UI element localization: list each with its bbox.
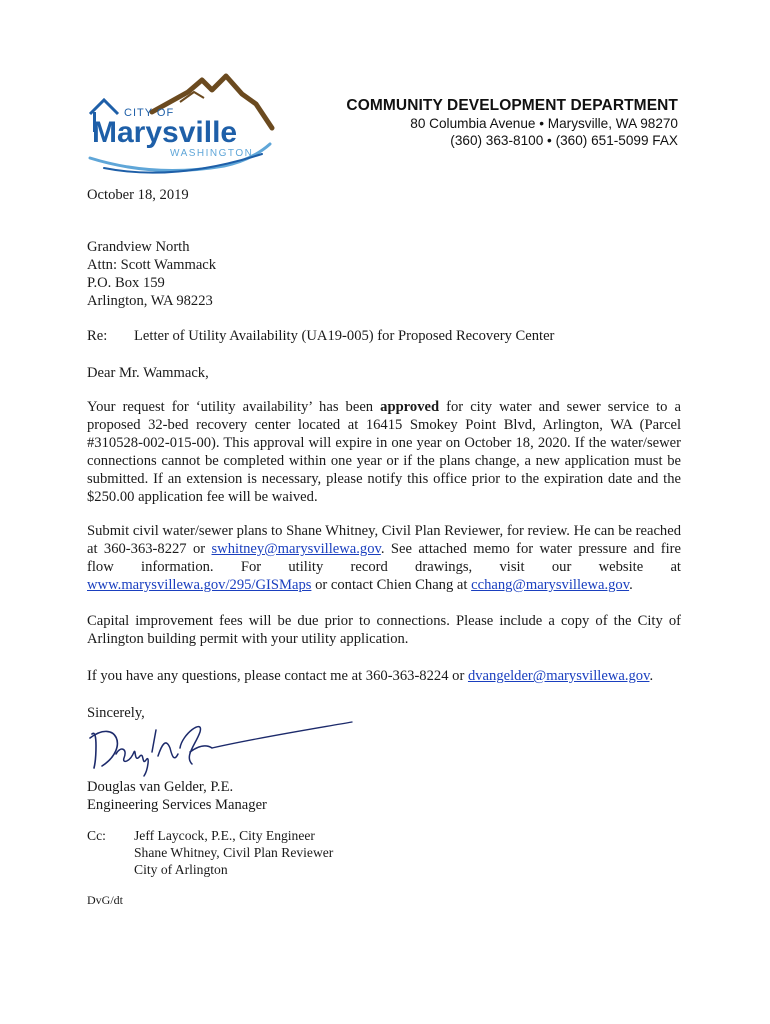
department-name: COMMUNITY DEVELOPMENT DEPARTMENT: [346, 97, 678, 114]
signer-title: Engineering Services Manager: [87, 797, 267, 813]
email-link-swhitney[interactable]: swhitney@marysvillewa.gov: [211, 541, 381, 557]
paragraph-approval: [87, 398, 681, 506]
recipient-address: [87, 238, 216, 310]
paragraph-text: .: [629, 577, 633, 593]
handwritten-signature: [86, 708, 356, 778]
logo-state-text: WASHINGTON: [170, 148, 254, 159]
signer-name: Douglas van Gelder, P.E.: [87, 779, 234, 795]
paragraph-fees: [87, 612, 681, 648]
re-label: Re:: [87, 328, 108, 344]
cc-label: Cc:: [87, 828, 106, 843]
department-phone: (360) 363-8100 • (360) 651-5099 FAX: [450, 133, 678, 148]
department-address: 80 Columbia Avenue • Marysville, WA 98270: [410, 116, 678, 131]
paragraph-text: Submit civil water/sewer plans to Shane Whitney, Civil Plan Reviewer, for review. He can be reached at 360-363-8227 or: [87, 523, 681, 557]
city-of-marysville-logo: [84, 70, 279, 180]
letter-date: October 18, 2019: [87, 187, 189, 203]
paragraph-text: or contact Chien Chang at: [311, 577, 472, 593]
logo-city-of-text: CITY OF: [124, 107, 175, 119]
re-subject: Letter of Utility Availability (UA19-005) for Proposed Recovery Center: [134, 328, 555, 344]
paragraph-text: .: [649, 668, 654, 684]
paragraph-text: for city water and sewer service to a proposed 32-bed recovery center located at 16415 Smokey Point Blvd, Arlington, WA (Parcel #310528-002-015-00). This approval will expire in one year on October 18, 2020. If the water/sewer connections cannot be completed within one year or if the plans change, a new application must be submitted. If an extension is necessary, please notify this office prior to the expiration date and the $250.00 application fee will be waived.: [87, 399, 681, 505]
recipient-line: P.O. Box 159: [87, 275, 165, 291]
paragraph-contact: [87, 667, 681, 685]
closing: Sincerely,: [87, 705, 145, 721]
email-link-dvangelder[interactable]: dvangelder@marysvillewa.gov: [467, 668, 650, 684]
email-link-cchang[interactable]: cchang@marysvillewa.gov: [471, 577, 630, 593]
cc-recipient: City of Arlington: [134, 862, 228, 877]
recipient-line: Grandview North: [87, 239, 190, 255]
paragraph-text: . See attached memo for water pressure and fire flow information. For utility record drawings, visit our website at: [87, 541, 682, 575]
paragraph-text: Your request for ‘utility availability’ has been: [87, 399, 381, 415]
cc-recipient: Jeff Laycock, P.E., City Engineer: [134, 828, 315, 843]
typist-initials: DvG/dt: [87, 893, 123, 907]
signer-block: [87, 778, 267, 814]
cc-list: [134, 827, 333, 878]
website-link-gismaps[interactable]: www.marysvillewa.gov/295/GISMaps: [87, 577, 312, 593]
salutation: Dear Mr. Wammack,: [87, 365, 209, 381]
paragraph-text: Capital improvement fees will be due prior to connections. Please include a copy of the City of Arlington building permit with your utility application.: [87, 613, 681, 647]
paragraph-plans: [87, 522, 681, 594]
recipient-line: Arlington, WA 98223: [87, 293, 213, 309]
logo-city-name-text: Marysville: [92, 116, 238, 149]
department-header: [300, 96, 678, 149]
approved-emphasis: approved: [380, 399, 440, 415]
recipient-line: Attn: Scott Wammack: [87, 257, 217, 273]
paragraph-text: If you have any questions, please contact me at 360-363-8224 or: [87, 668, 468, 684]
cc-recipient: Shane Whitney, Civil Plan Reviewer: [134, 845, 334, 860]
